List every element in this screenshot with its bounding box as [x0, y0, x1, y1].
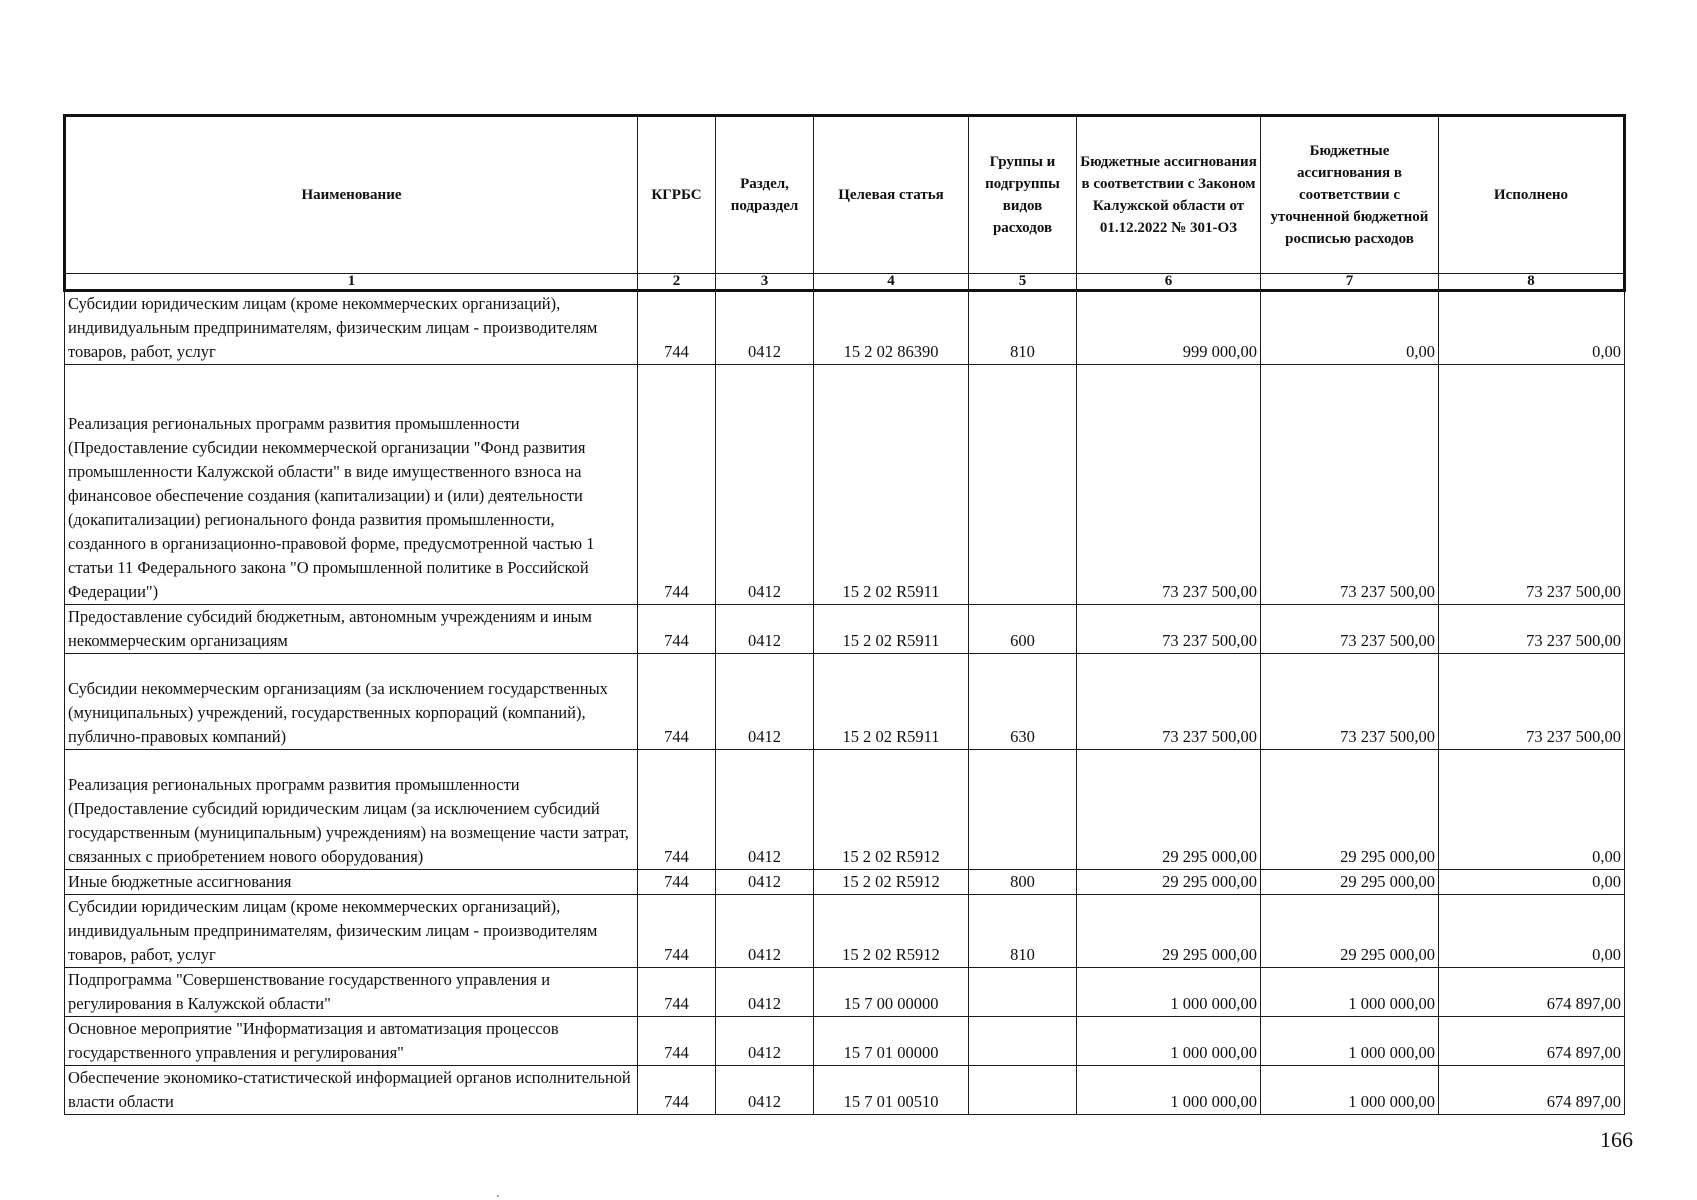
row-group: 800 [969, 870, 1077, 895]
row-target: 15 2 02 R5912 [814, 870, 969, 895]
row-refined-amount: 29 295 000,00 [1261, 750, 1439, 870]
row-law-amount: 29 295 000,00 [1077, 750, 1261, 870]
row-name: Иные бюджетные ассигнования [65, 870, 638, 895]
table-row [65, 750, 1625, 870]
column-number: 7 [1261, 274, 1439, 291]
table-row [65, 870, 1625, 895]
row-target: 15 2 02 R5912 [814, 895, 969, 968]
row-group: 600 [969, 605, 1077, 654]
row-executed-amount: 674 897,00 [1439, 1017, 1625, 1066]
row-law-amount: 29 295 000,00 [1077, 870, 1261, 895]
row-section: 0412 [716, 895, 814, 968]
column-number: 8 [1439, 274, 1625, 291]
row-executed-amount: 674 897,00 [1439, 968, 1625, 1017]
row-law-amount: 999 000,00 [1077, 291, 1261, 365]
row-section: 0412 [716, 968, 814, 1017]
row-section: 0412 [716, 1017, 814, 1066]
row-executed-amount: 73 237 500,00 [1439, 654, 1625, 750]
row-kgrbs: 744 [638, 968, 716, 1017]
row-target: 15 2 02 86390 [814, 291, 969, 365]
row-group [969, 750, 1077, 870]
scan-speck [497, 1195, 499, 1197]
header-section: Раздел, подраздел [716, 116, 814, 274]
row-kgrbs: 744 [638, 750, 716, 870]
row-law-amount: 1 000 000,00 [1077, 1066, 1261, 1115]
row-kgrbs: 744 [638, 654, 716, 750]
row-group: 810 [969, 291, 1077, 365]
row-group: 810 [969, 895, 1077, 968]
row-executed-amount: 0,00 [1439, 870, 1625, 895]
row-law-amount: 1 000 000,00 [1077, 1017, 1261, 1066]
row-target: 15 2 02 R5912 [814, 750, 969, 870]
row-executed-amount: 0,00 [1439, 895, 1625, 968]
row-group [969, 1017, 1077, 1066]
row-kgrbs: 744 [638, 365, 716, 605]
table-row [65, 365, 1625, 605]
row-kgrbs: 744 [638, 895, 716, 968]
table-row [65, 1066, 1625, 1115]
column-number: 2 [638, 274, 716, 291]
row-refined-amount: 29 295 000,00 [1261, 895, 1439, 968]
row-target: 15 7 01 00000 [814, 1017, 969, 1066]
row-target: 15 7 00 00000 [814, 968, 969, 1017]
row-kgrbs: 744 [638, 291, 716, 365]
row-refined-amount: 1 000 000,00 [1261, 968, 1439, 1017]
table-row [65, 895, 1625, 968]
budget-table [63, 114, 1626, 1115]
row-law-amount: 29 295 000,00 [1077, 895, 1261, 968]
row-name: Субсидии некоммерческим организациям (за исключением государственных (муниципальных) учреждений, государственных корпораций (компаний), публично-правовых компаний) [65, 654, 638, 750]
row-section: 0412 [716, 654, 814, 750]
row-executed-amount: 674 897,00 [1439, 1066, 1625, 1115]
row-refined-amount: 0,00 [1261, 291, 1439, 365]
row-name: Реализация региональных программ развития промышленности (Предоставление субсидий юридическим лицам (за исключением субсидий государственным (муниципальным) учреждениям) на возмещение части затрат, связанных с приобретением нового оборудования) [65, 750, 638, 870]
row-refined-amount: 1 000 000,00 [1261, 1066, 1439, 1115]
row-refined-amount: 73 237 500,00 [1261, 605, 1439, 654]
row-kgrbs: 744 [638, 1017, 716, 1066]
row-section: 0412 [716, 365, 814, 605]
column-number: 4 [814, 274, 969, 291]
row-kgrbs: 744 [638, 605, 716, 654]
row-name: Субсидии юридическим лицам (кроме некоммерческих организаций), индивидуальным предпринимателям, физическим лицам - производителям товаров, работ, услуг [65, 291, 638, 365]
row-section: 0412 [716, 750, 814, 870]
row-group [969, 365, 1077, 605]
row-executed-amount: 0,00 [1439, 750, 1625, 870]
row-section: 0412 [716, 291, 814, 365]
row-name: Обеспечение экономико-статистической информацией органов исполнительной власти области [65, 1066, 638, 1115]
column-number: 5 [969, 274, 1077, 291]
row-refined-amount: 1 000 000,00 [1261, 1017, 1439, 1066]
header-expense-groups: Группы и подгруппы видов расходов [969, 116, 1077, 274]
column-number-row [65, 274, 1625, 291]
table-header-row [65, 116, 1625, 274]
row-target: 15 2 02 R5911 [814, 654, 969, 750]
row-kgrbs: 744 [638, 1066, 716, 1115]
row-law-amount: 1 000 000,00 [1077, 968, 1261, 1017]
row-target: 15 2 02 R5911 [814, 605, 969, 654]
table-row [65, 605, 1625, 654]
row-name: Субсидии юридическим лицам (кроме некоммерческих организаций), индивидуальным предпринимателям, физическим лицам - производителям товаров, работ, услуг [65, 895, 638, 968]
row-target: 15 7 01 00510 [814, 1066, 969, 1115]
row-section: 0412 [716, 870, 814, 895]
row-refined-amount: 73 237 500,00 [1261, 654, 1439, 750]
row-executed-amount: 0,00 [1439, 291, 1625, 365]
row-law-amount: 73 237 500,00 [1077, 605, 1261, 654]
column-number: 6 [1077, 274, 1261, 291]
page-number: 166 [1600, 1127, 1633, 1152]
row-refined-amount: 29 295 000,00 [1261, 870, 1439, 895]
row-name: Предоставление субсидий бюджетным, автономным учреждениям и иным некоммерческим организациям [65, 605, 638, 654]
row-refined-amount: 73 237 500,00 [1261, 365, 1439, 605]
row-executed-amount: 73 237 500,00 [1439, 365, 1625, 605]
header-law-allocations: Бюджетные ассигнования в соответствии с Законом Калужской области от 01.12.2022 № 301-ОЗ [1077, 116, 1261, 274]
row-section: 0412 [716, 605, 814, 654]
row-target: 15 2 02 R5911 [814, 365, 969, 605]
row-group: 630 [969, 654, 1077, 750]
table-row [65, 968, 1625, 1017]
row-group [969, 1066, 1077, 1115]
row-law-amount: 73 237 500,00 [1077, 365, 1261, 605]
header-name: Наименование [65, 116, 638, 274]
header-refined-allocations: Бюджетные ассигнования в соответствии с уточненной бюджетной росписью расходов [1261, 116, 1439, 274]
row-group [969, 968, 1077, 1017]
row-executed-amount: 73 237 500,00 [1439, 605, 1625, 654]
row-law-amount: 73 237 500,00 [1077, 654, 1261, 750]
header-executed: Исполнено [1439, 116, 1625, 274]
table-row [65, 654, 1625, 750]
row-name: Реализация региональных программ развития промышленности (Предоставление субсидии некоммерческой организации "Фонд развития промышленности Калужской области" в виде имущественного взноса на финансовое обеспечение создания (капитализации) и (или) деятельности (докапитализации) регионального фонда развития промышленности, созданного в организационно-правовой форме, предусмотренной частью 1 статьи 11 Федерального закона "О промышленной политике в Российской Федерации") [65, 365, 638, 605]
column-number: 3 [716, 274, 814, 291]
table-row [65, 291, 1625, 365]
column-number: 1 [65, 274, 638, 291]
header-target-article: Целевая статья [814, 116, 969, 274]
header-kgrbs: КГРБС [638, 116, 716, 274]
row-kgrbs: 744 [638, 870, 716, 895]
row-name: Подпрограмма "Совершенствование государственного управления и регулирования в Калужской области" [65, 968, 638, 1017]
table-row [65, 1017, 1625, 1066]
row-section: 0412 [716, 1066, 814, 1115]
row-name: Основное мероприятие "Информатизация и автоматизация процессов государственного управления и регулирования" [65, 1017, 638, 1066]
